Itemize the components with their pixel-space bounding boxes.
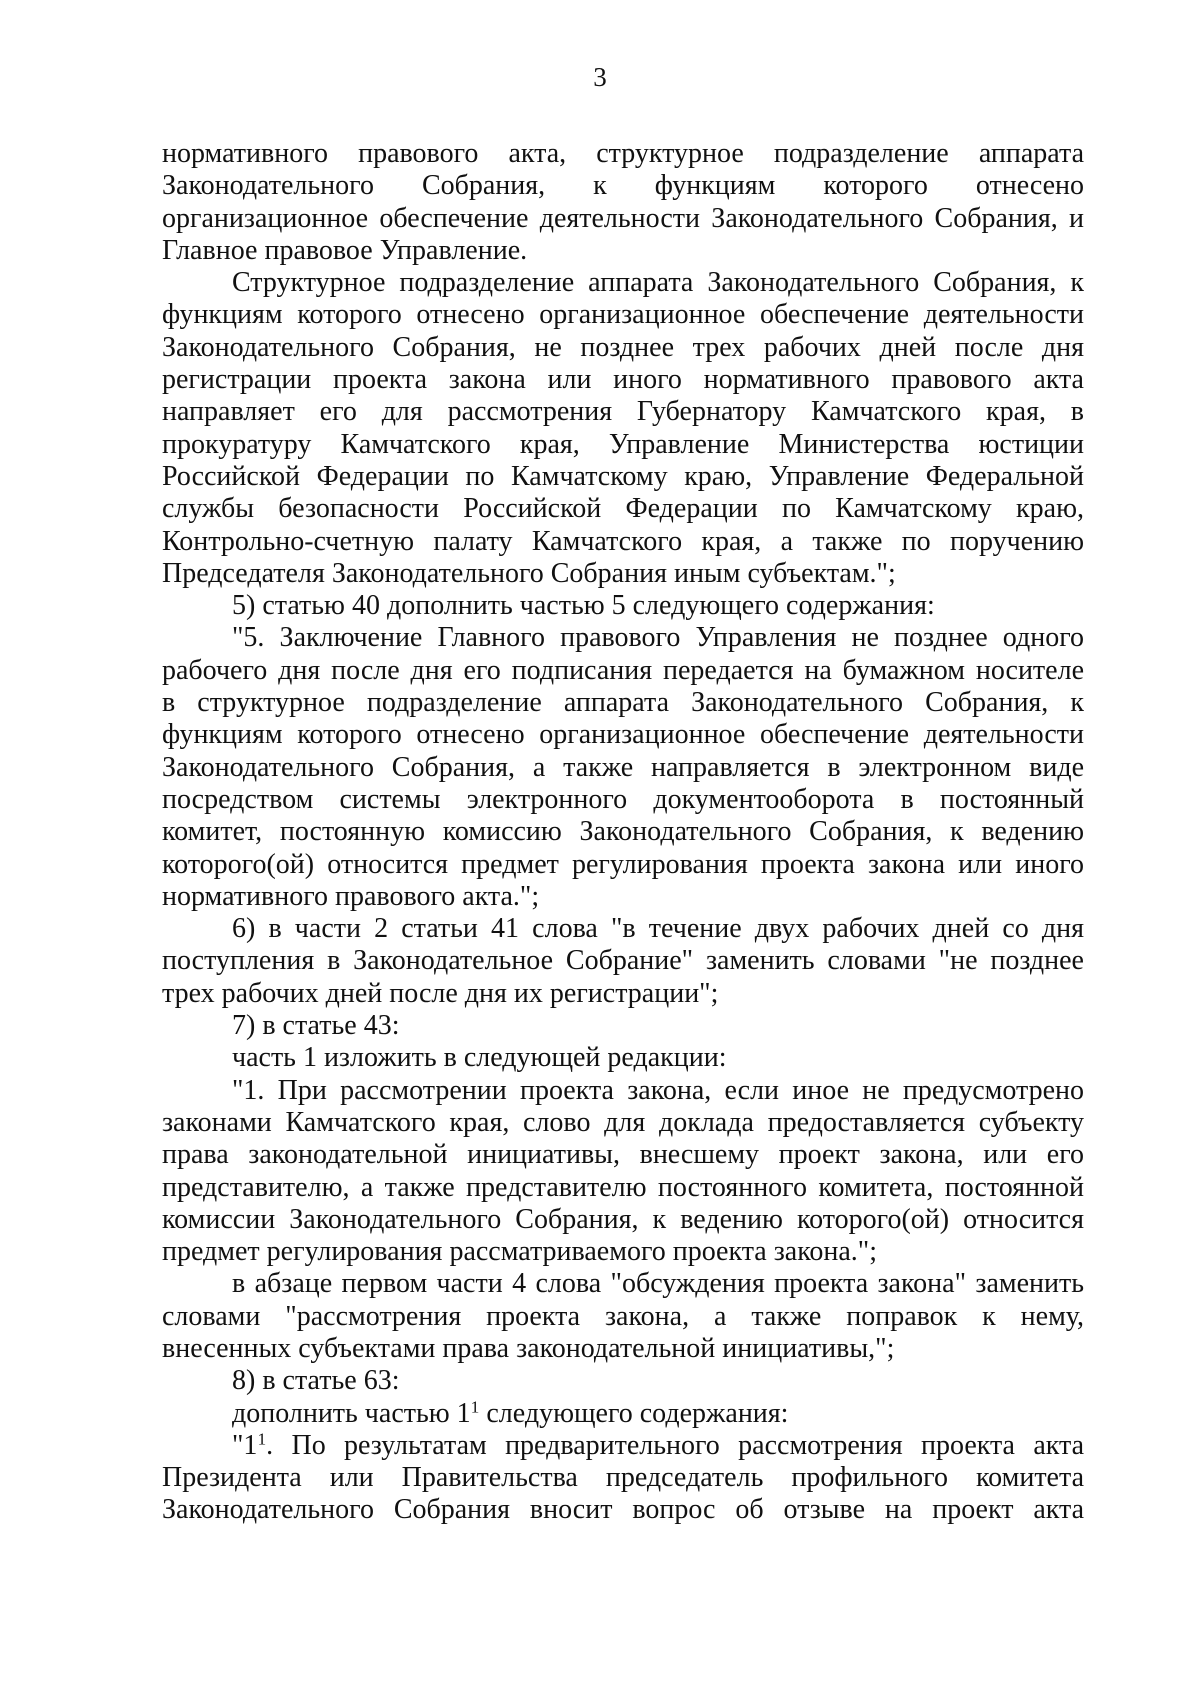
text-line: Контрольно-счетную палату Камчатского края, а также по поручению (162, 525, 1084, 557)
text-line: комитет, постоянную комиссию Законодательного Собрания, к ведению (162, 816, 1084, 848)
text-line: функциям которого отнесено организационное обеспечение деятельности (162, 299, 1084, 331)
page-number: 3 (593, 62, 607, 92)
text-line: Российской Федерации по Камчатскому краю, Управление Федеральной (162, 460, 1084, 492)
text-line: в абзаце первом части 4 слова "обсуждения проекта закона" заменить (232, 1268, 1084, 1300)
text-line: поступления в Законодательное Собрание" заменить словами "не позднее (162, 945, 1084, 977)
text-line: регистрации проекта закона или иного нормативного правового акта (162, 364, 1084, 396)
text-line: Законодательного Собрания, а также направляется в электронном виде (162, 751, 1084, 783)
text-line: 5) статью 40 дополнить частью 5 следующего содержания: (232, 590, 935, 622)
document-body (162, 138, 1084, 1527)
text-line: внесенных субъектами права законодательной инициативы,"; (162, 1332, 895, 1364)
text-line: прокуратуру Камчатского края, Управление Министерства юстиции (162, 428, 1084, 460)
text-line: трех рабочих дней после дня их регистрации"; (162, 977, 719, 1009)
text-line: дополнить частью $1^1$ следующего содержания: (232, 1397, 789, 1429)
text-line: которого(ой) относится предмет регулирования проекта закона или иного (162, 848, 1084, 880)
text-line: "5. Заключение Главного правового Управления не позднее одного (232, 622, 1084, 654)
text-line: Структурное подразделение аппарата Законодательного Собрания, к (232, 267, 1084, 299)
text-line: нормативного правового акта."; (162, 880, 540, 912)
text-line: 8) в статье 63: (232, 1365, 400, 1397)
text-line: рабочего дня после дня его подписания передается на бумажном носителе (162, 654, 1084, 686)
text-line: комиссии Законодательного Собрания, к ведению которого(ой) относится (162, 1203, 1084, 1235)
text-line: Законодательного Собрания, не позднее трех рабочих дней после дня (162, 331, 1084, 363)
text-line: в структурное подразделение аппарата Законодательного Собрания, к (162, 687, 1084, 719)
text-line: службы безопасности Российской Федерации по Камчатскому краю, (162, 493, 1084, 525)
text-line: 7) в статье 43: (232, 1010, 400, 1042)
text-line: права законодательной инициативы, внесшему проект закона, или его (162, 1139, 1084, 1171)
text-line: организационное обеспечение деятельности Законодательного Собрания, и (162, 202, 1084, 234)
text-line: Председателя Законодательного Собрания иным субъектам."; (162, 557, 896, 589)
text-line: Президента или Правительства председатель профильного комитета (162, 1462, 1084, 1494)
text-line: "1. При рассмотрении проекта закона, если иное не предусмотрено (232, 1074, 1084, 1106)
text-line: Главное правовое Управление. (162, 234, 528, 266)
text-line: посредством системы электронного документооборота в постоянный (162, 783, 1084, 815)
text-line: 6) в части 2 статьи 41 слова "в течение двух рабочих дней со дня (232, 913, 1084, 945)
text-line: представителю, а также представителю постоянного комитета, постоянной (162, 1171, 1084, 1203)
text-line: Законодательного Собрания, к функциям которого отнесено (162, 170, 1084, 202)
text-line: предмет регулирования рассматриваемого проекта закона."; (162, 1236, 878, 1268)
text-line: функциям которого отнесено организационное обеспечение деятельности (162, 719, 1084, 751)
text-line: Законодательного Собрания вносит вопрос об отзыве на проект акта (162, 1494, 1084, 1526)
text-line: законами Камчатского края, слово для доклада предоставляется субъекту (162, 1106, 1084, 1138)
text-line: словами "рассмотрения проекта закона, а также поправок к нему, (162, 1300, 1084, 1332)
text-line: направляет его для рассмотрения Губернатору Камчатского края, в (162, 396, 1084, 428)
text-line: часть 1 изложить в следующей редакции: (232, 1042, 727, 1074)
text-line: нормативного правового акта, структурное подразделение аппарата (162, 138, 1084, 169)
text-line: "$1^1$. По результатам предварительного рассмотрения проекта акта (232, 1429, 1084, 1461)
